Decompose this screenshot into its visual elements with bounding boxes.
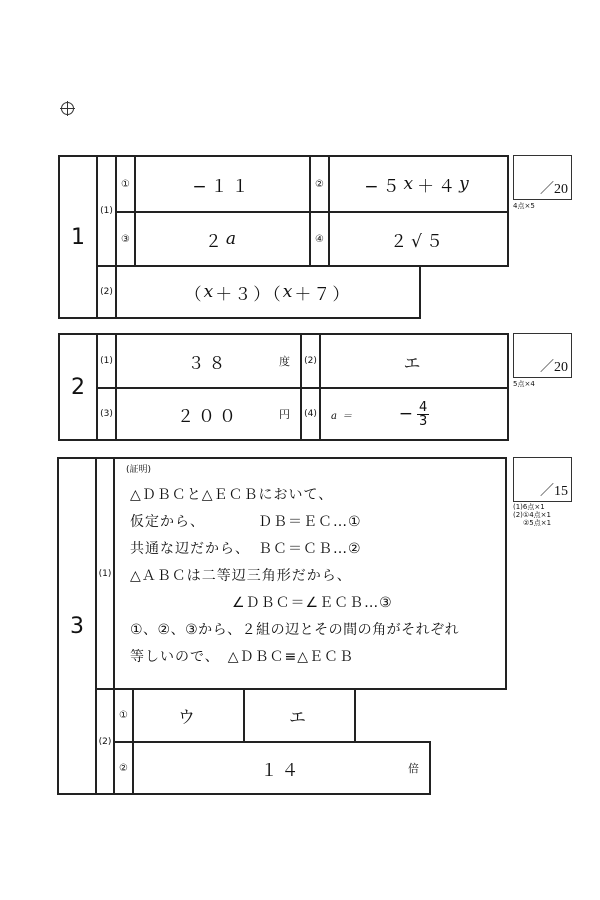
q1-sub2-label: (2) (96, 265, 117, 319)
q3-score-note-2: (2)①4点×1 (513, 511, 551, 519)
q1-answer-4[interactable]: ２√５ (328, 211, 509, 267)
q1-c1-label: ① (115, 155, 136, 213)
q1-answer-2[interactable] (328, 155, 509, 213)
q2-sub3-label: (3) (96, 387, 117, 441)
proof-line: △ＤＢＣと△ＥＣＢにおいて、 (130, 487, 334, 503)
q1-score-note: 4点×5 (513, 202, 535, 210)
var: y (459, 174, 473, 194)
q2-answer-4[interactable] (319, 387, 509, 441)
q1-answer-3[interactable] (134, 211, 311, 267)
q3-c1-label: ① (113, 688, 134, 743)
q1-c3-label: ③ (115, 211, 136, 267)
unit: 倍 (408, 762, 423, 775)
text: ２ (204, 231, 226, 252)
fraction (417, 401, 429, 428)
q1-sub1-label: (1) (96, 155, 117, 267)
proof-line: △ＡＢＣは二等辺三角形だから、 (130, 568, 352, 584)
proof-line: 仮定から、 ＤＢ＝ＥＣ…① (130, 514, 362, 530)
q3-answer-2-2[interactable] (132, 741, 431, 795)
score-max: ／20 (540, 182, 568, 197)
q3-score-box[interactable] (513, 457, 572, 502)
q1-c4-label: ④ (309, 211, 330, 267)
text: １４ (260, 760, 303, 781)
var: x (403, 174, 418, 194)
proof-line: 等しいので、 △ＤＢＣ≡△ＥＣＢ (130, 649, 354, 665)
q2-number: 2 (58, 333, 98, 441)
proof-line: ∠ＤＢＣ＝∠ＥＣＢ…③ (232, 595, 393, 611)
q1-answer-1[interactable]: −１１ (134, 155, 311, 213)
unit: 円 (279, 408, 294, 421)
unit: 度 (279, 355, 294, 368)
var: x (282, 282, 295, 302)
var: a (225, 229, 241, 249)
q3-answer-2-1b[interactable]: エ (243, 688, 356, 743)
score-max: ／20 (540, 360, 568, 375)
text: ２００ (177, 406, 240, 427)
text: （ (184, 284, 204, 305)
proof-line: 共通な辺だから、 ＢＣ＝ＣＢ…② (130, 541, 362, 557)
q2-sub1-label: (1) (96, 333, 117, 389)
registration-mark-icon (60, 101, 75, 116)
q1-score-box[interactable] (513, 155, 572, 200)
q2-answer-1[interactable] (115, 333, 302, 389)
denominator: 3 (418, 413, 428, 429)
q2-answer-2[interactable]: エ (319, 333, 509, 389)
q2-sub4-label: (4) (300, 387, 321, 441)
q3-sub1-label: (1) (95, 457, 115, 690)
label: a ＝ (331, 410, 354, 422)
numerator: 4 (418, 399, 428, 415)
text: ＋３）（ (215, 284, 283, 305)
proof-line: ①、②、③から、２組の辺とその間の角がそれぞれ (130, 622, 460, 638)
q3-score-note-1: (1)6点×1 (513, 503, 545, 511)
q2-answer-3[interactable] (115, 387, 302, 441)
q3-c2-label: ② (113, 741, 134, 795)
q2-sub2-label: (2) (300, 333, 321, 389)
text: ３８ (187, 353, 230, 374)
proof-title: (証明) (126, 465, 152, 475)
score-max: ／15 (540, 484, 568, 499)
q2-score-box[interactable] (513, 333, 572, 378)
text: ＋７） (294, 284, 352, 305)
sign: − (398, 404, 417, 424)
q3-score-note-3: ②5点×1 (523, 519, 552, 527)
q2-score-note: 5点×4 (513, 380, 535, 388)
text: −５ (364, 176, 404, 197)
q3-sub2-label: (2) (95, 688, 115, 795)
var: x (203, 282, 216, 302)
q1-answer-b[interactable] (115, 265, 421, 319)
q3-number: 3 (57, 457, 97, 795)
text: ＋４ (417, 176, 460, 197)
q3-answer-2-1a[interactable]: ウ (132, 688, 245, 743)
q1-c2-label: ② (309, 155, 330, 213)
q1-number: 1 (58, 155, 98, 319)
